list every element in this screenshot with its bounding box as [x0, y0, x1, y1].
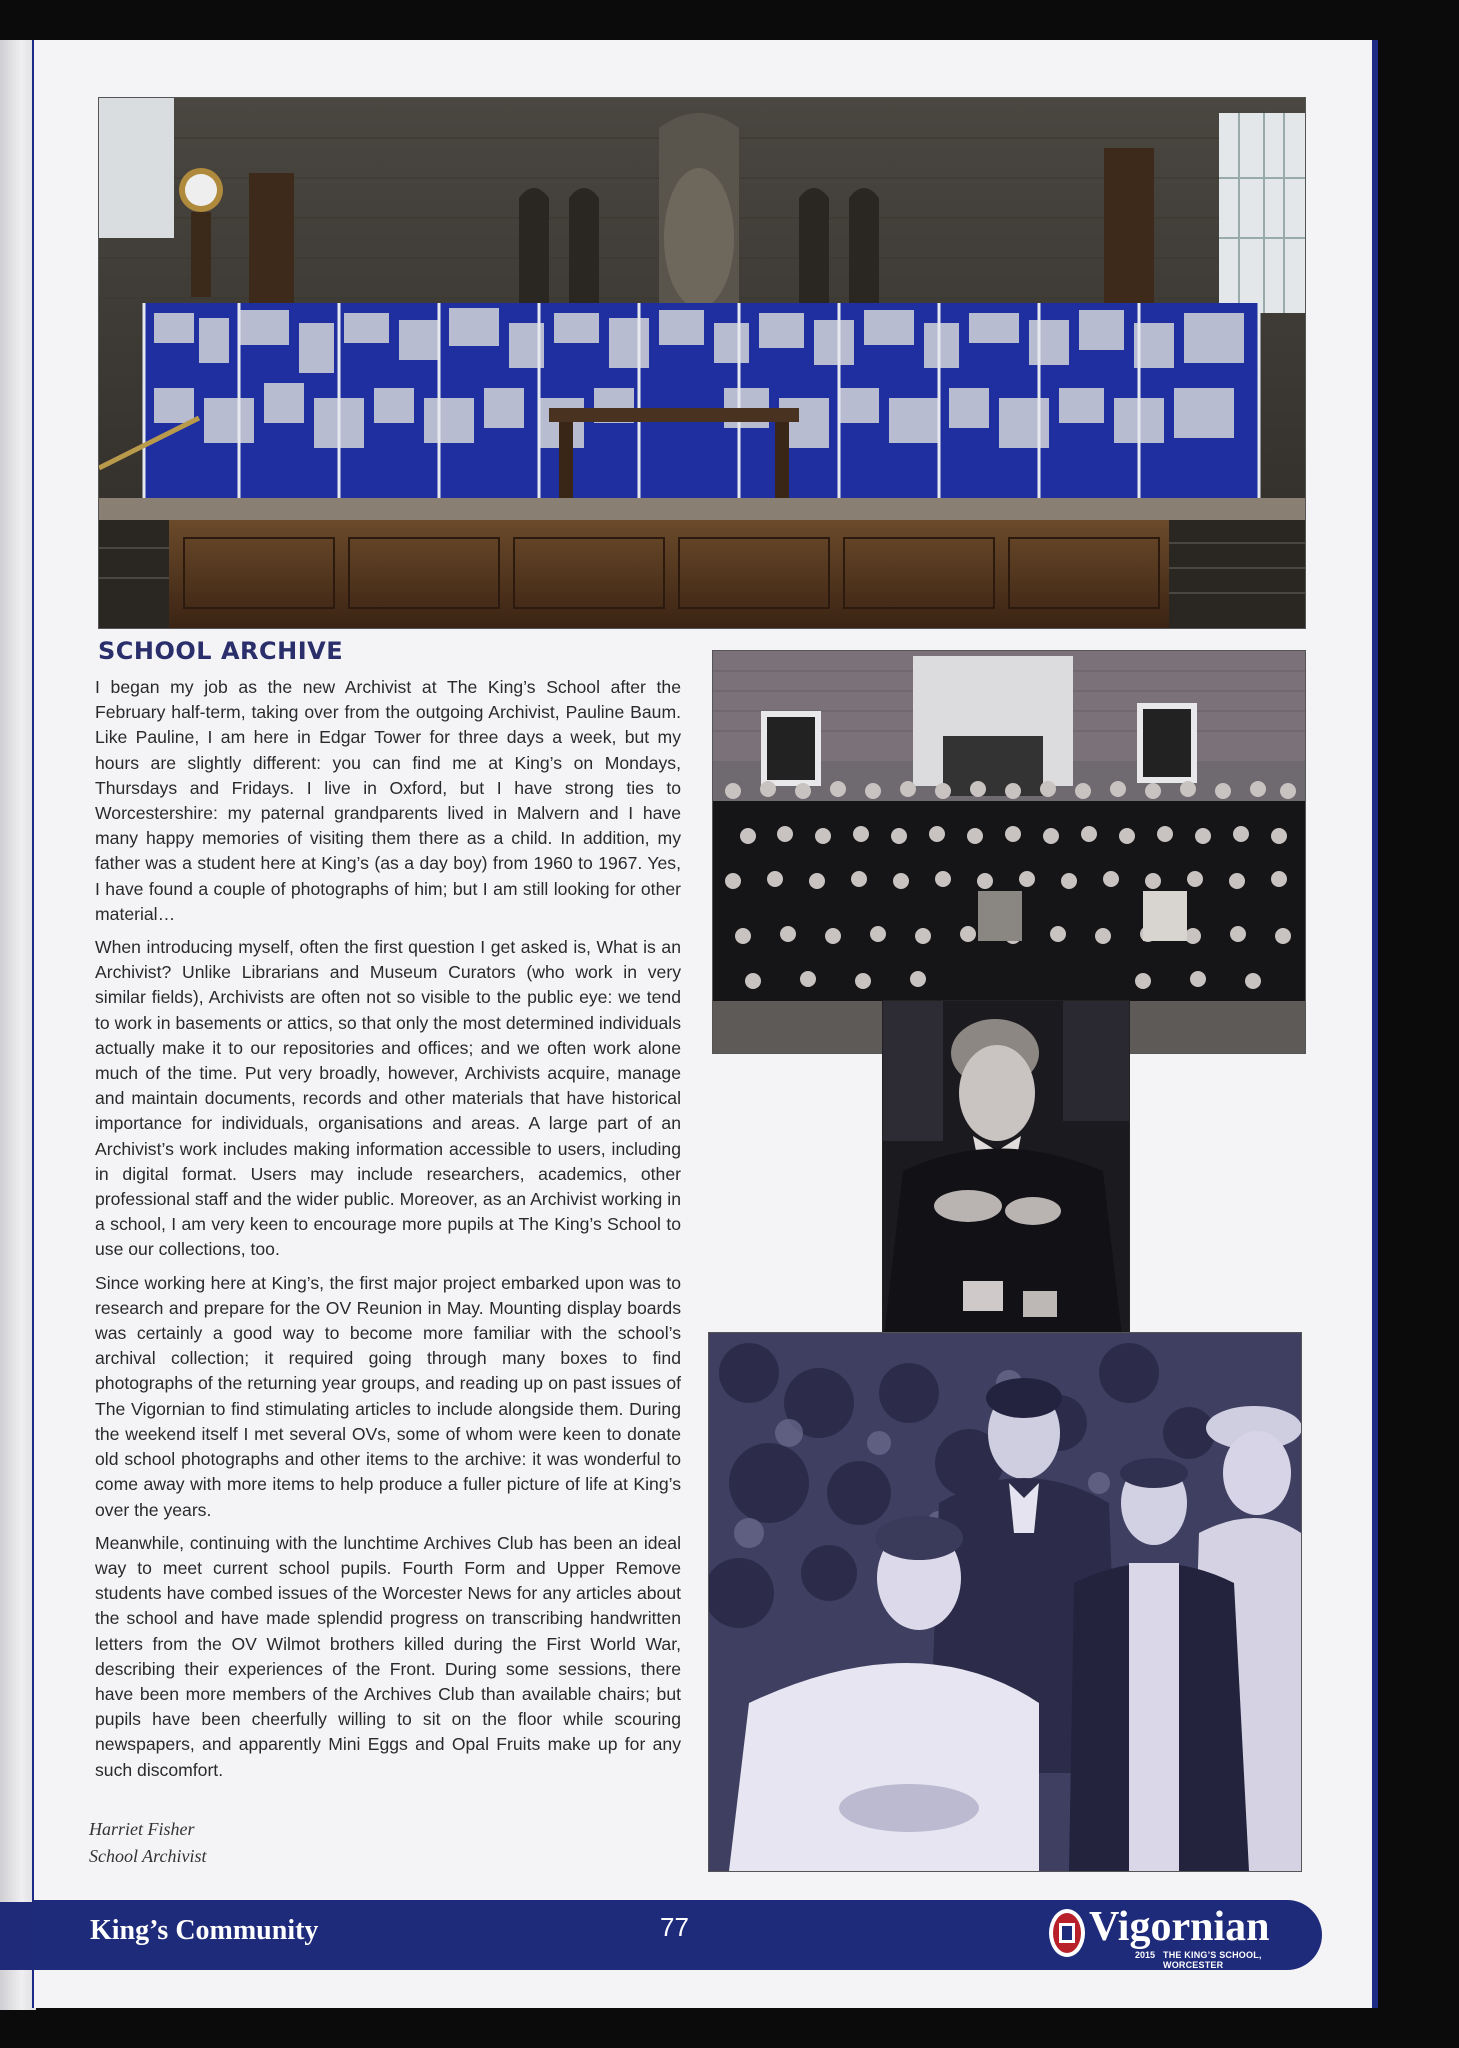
logo-school-name: THE KING’S SCHOOL, WORCESTER [1163, 1950, 1262, 1970]
logo-year: 2015 [1135, 1950, 1156, 1960]
footer-section-title: King’s Community [90, 1915, 319, 1946]
article-paragraph-4: Meanwhile, continuing with the lunchtime Archives Club has been an ideal way to meet current school pupils. Fourth Form and Upper Remove students have combed issues of the Worcester News for any articles about the school and have made splendid progress on transcribing handwritten letters from the OV Wilmot brothers killed during the First World War, describing their experiences of the Front. During some sessions, there have been more members of the Archives Club than available chairs; but pupils have been cheerfully willing to sit on the floor while scouring newspapers, and apparently Mini Eggs and Opal Fruits make up for any such discomfort. [95, 1532, 681, 1780]
article-body [95, 675, 681, 1791]
display-boards-photo [98, 97, 1306, 629]
school-crest-icon [1047, 1907, 1087, 1959]
article-paragraph-3: Since working here at King’s, the first major project embarked upon was to research and prepare for the OV Reunion in May. Mounting display boards was certainly a good way to become more familiar with the school’s archival collection; it required going through many boxes to find photographs of the returning year groups, and reading up on past issues of The Vigornian to find stimulating articles to include alongside them. During the weekend itself I met several OVs, some of whom were keen to donate old school photographs and other items to the archive: it was wonderful to come away with more items to help produce a fuller picture of life at King’s over the years. [95, 1272, 681, 1520]
page-number: 77 [660, 1912, 689, 1942]
logo-wordmark: Vigornian [1089, 1904, 1270, 1950]
vigornian-logo [1045, 1903, 1320, 1970]
facing-page-footer-band [0, 1902, 34, 1970]
author-name: Harriet Fisher [89, 1819, 195, 1839]
vintage-children-photo [708, 1332, 1302, 1872]
author-signature [89, 1816, 206, 1870]
article-paragraph-1: I began my job as the new Archivist at The King’s School after the February half-term, taking over from the outgoing Archivist, Pauline Baum. Like Pauline, I am here in Edgar Tower for three days a week, but my hours are slightly different: you can find me at King’s on Mondays, Thursdays and Fridays. I live in Oxford, but I have strong ties to Worcestershire: my paternal grandparents lived in Malvern and I have many happy memories of visiting them there as a child. In addition, my father was a student here at King’s (as a day boy) from 1960 to 1967. Yes, I have found a couple of photographs of him; but I am still looking for other material… [95, 677, 681, 924]
school-group-photo [712, 650, 1306, 1054]
article-paragraph-2: When introducing myself, often the first question I get asked is, What is an Archivist? Unlike Librarians and Museum Curators (who work in very similar fields), Archivists are often not so visible to the public eye: we tend to work in basements or attics, so that only the most determined individuals actually make it to our repositories and offices; and we often work alone much of the time. Put very broadly, however, Archivists acquire, manage and maintain documents, records and other materials that have historical importance for individuals, organisations and areas. A large part of an Archivist’s work includes making information accessible to users, including in digital format. Users may include researchers, academics, other professional staff and the wider public. Moreover, as an Archivist working in a school, I am very keen to encourage more pupils at The King’s School to use our collections, too. [95, 937, 681, 1260]
author-role: School Archivist [89, 1846, 207, 1866]
facing-page-edge [0, 40, 36, 2010]
boy-portrait-photo [882, 1000, 1130, 1346]
article-heading: SCHOOL ARCHIVE [98, 637, 344, 665]
